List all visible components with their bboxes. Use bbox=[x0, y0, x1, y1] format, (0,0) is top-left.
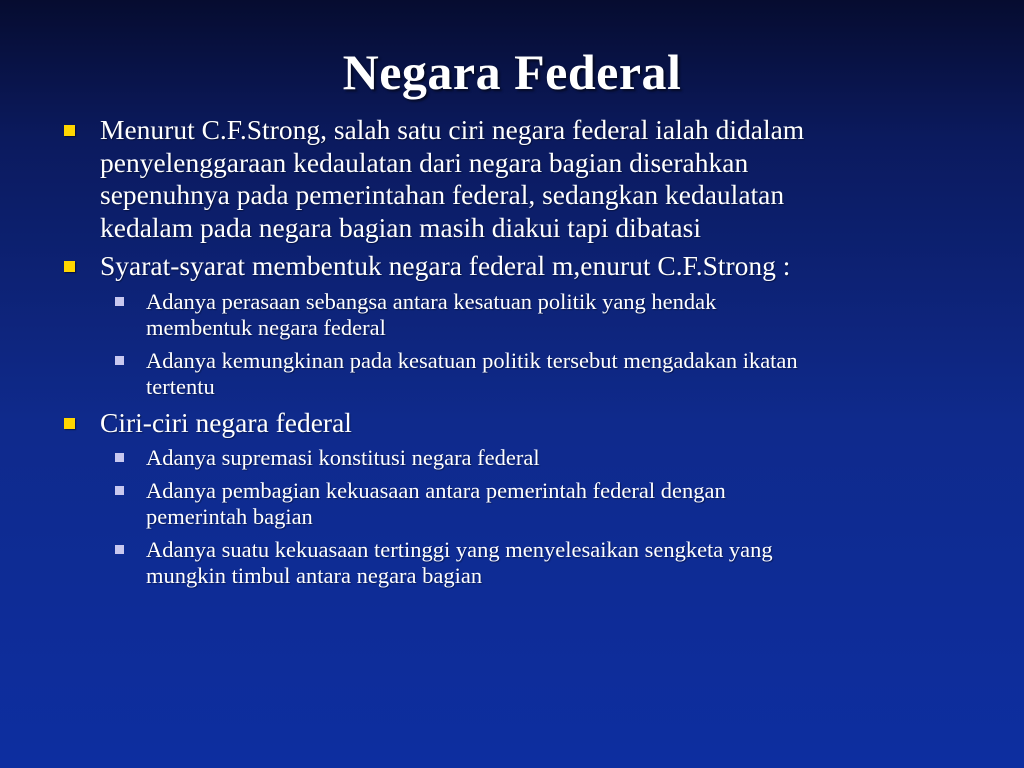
bullet-line: kedalam pada negara bagian masih diakui tapi dibatasi bbox=[100, 211, 701, 243]
square-bullet-icon bbox=[64, 418, 75, 429]
bullet-line: Menurut C.F.Strong, salah satu ciri negara federal ialah didalam bbox=[100, 114, 805, 145]
sub-bullet-item bbox=[146, 537, 960, 590]
bullet-item bbox=[60, 407, 960, 440]
sub-bullet-item bbox=[146, 445, 960, 472]
sub-bullet-item bbox=[146, 478, 960, 531]
sub-bullet-line: mungkin timbul antara negara bagian bbox=[146, 563, 483, 588]
square-bullet-icon bbox=[64, 125, 75, 136]
bullet-line: sepenuhnya pada pemerintahan federal, sedangkan kedaulatan bbox=[100, 179, 785, 210]
small-square-bullet-icon bbox=[115, 486, 124, 495]
small-square-bullet-icon bbox=[115, 453, 124, 462]
sub-bullet-line: Adanya suatu kekuasaan tertinggi yang menyelesaikan sengketa yang bbox=[146, 536, 773, 562]
square-bullet-icon bbox=[64, 261, 75, 272]
sub-bullet-line: pemerintah bagian bbox=[146, 504, 313, 529]
sub-bullet-item bbox=[146, 348, 960, 401]
small-square-bullet-icon bbox=[115, 545, 124, 554]
sub-bullet-line: Adanya pembagian kekuasaan antara pemerintah federal dengan bbox=[146, 477, 726, 503]
slide-title: Negara Federal bbox=[342, 44, 682, 100]
sub-bullet-line: membentuk negara federal bbox=[146, 315, 386, 340]
sub-bullet-line: Adanya perasaan sebangsa antara kesatuan politik yang hendak bbox=[146, 288, 717, 314]
sub-bullet-list bbox=[146, 289, 960, 401]
bullet-text: Syarat-syarat membentuk negara federal m,enurut C.F.Strong : bbox=[100, 250, 791, 281]
slide-content bbox=[60, 114, 960, 596]
sub-bullet-list bbox=[146, 445, 960, 590]
sub-bullet-line: tertentu bbox=[146, 374, 215, 399]
bullet-text: Ciri-ciri negara federal bbox=[100, 406, 352, 438]
sub-bullet-item bbox=[146, 289, 960, 342]
sub-bullet-line: Adanya kemungkinan pada kesatuan politik tersebut mengadakan ikatan bbox=[146, 347, 798, 373]
bullet-item bbox=[60, 114, 960, 244]
small-square-bullet-icon bbox=[115, 356, 124, 365]
bullet-line: penyelenggaraan kedaulatan dari negara bagian diserahkan bbox=[100, 146, 749, 178]
bullet-item bbox=[60, 250, 960, 283]
sub-bullet-line: Adanya supremasi konstitusi negara federal bbox=[146, 445, 540, 470]
small-square-bullet-icon bbox=[115, 297, 124, 306]
